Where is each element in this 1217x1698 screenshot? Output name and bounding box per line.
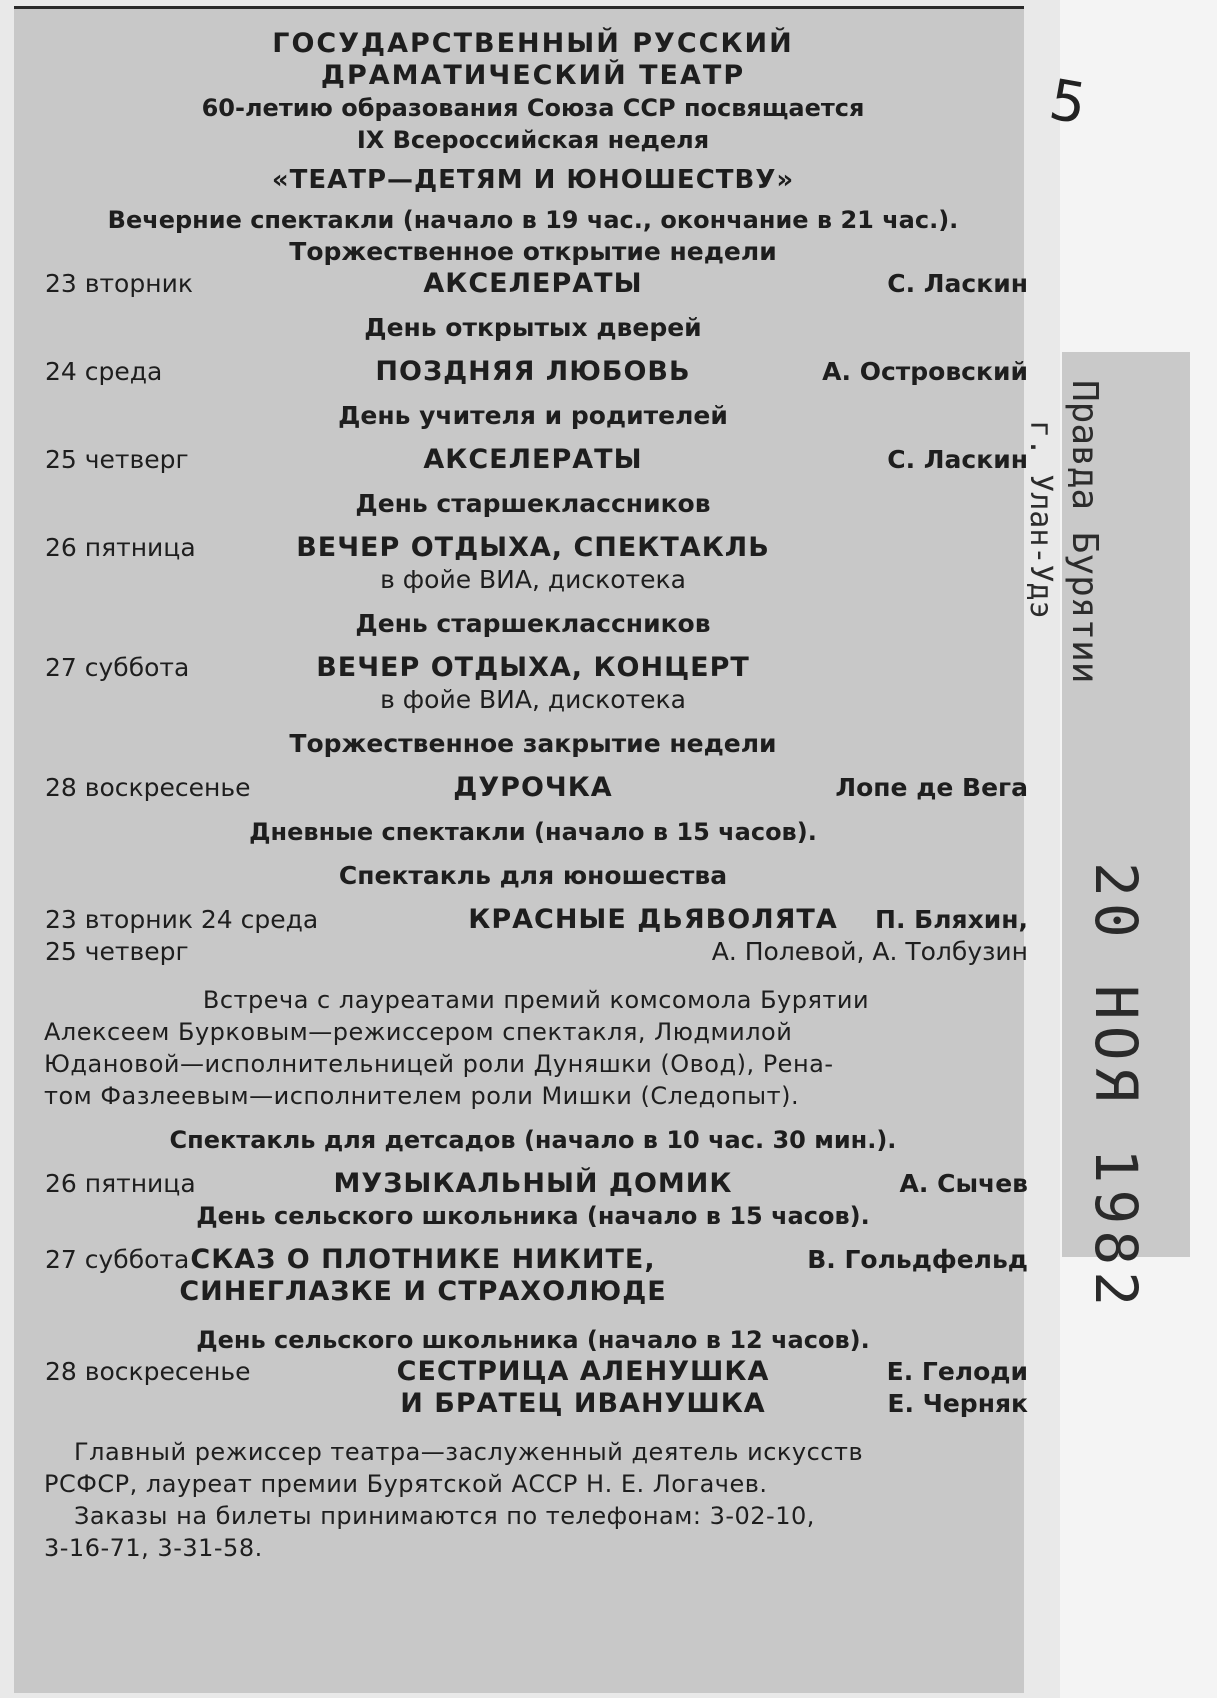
event-title: АКСЕЛЕРАТЫ [423, 444, 643, 475]
event-author: А. Сычев [899, 1169, 1028, 1198]
event-title: ДУРОЧКА [453, 772, 613, 803]
event-title: МУЗЫКАЛЬНЫЙ ДОМИК [333, 1168, 733, 1199]
event-subtitle: в фойе ВИА, дискотека [380, 685, 686, 714]
event-day: 26 пятница [45, 533, 196, 562]
event-subtitle: в фойе ВИА, дискотека [380, 565, 686, 594]
event-author: В. Гольдфельд [807, 1245, 1028, 1274]
event-day: 28 воскресенье [45, 1357, 251, 1386]
event-title: КРАСНЫЕ ДЬЯВОЛЯТА [468, 904, 838, 935]
dedication: 60-летию образования Союза ССР посвящается [201, 94, 865, 122]
source-newspaper: Правда Бурятии [1064, 380, 1105, 684]
event-day: 26 пятница [45, 1169, 196, 1198]
week-title: «ТЕАТР—ДЕТЯМ И ЮНОШЕСТВУ» [271, 165, 795, 195]
occasion: Торжественное открытие недели [289, 237, 777, 266]
event-row [38, 1244, 1028, 1276]
source-city: г. Улан-Удэ [1023, 420, 1058, 619]
event-author: А. Полевой, А. Толбузин [711, 937, 1028, 966]
event-row [38, 652, 1028, 684]
event-title: СИНЕГЛАЗКЕ И СТРАХОЛЮДЕ [179, 1276, 667, 1307]
event-row [38, 444, 1028, 476]
theatre-name-line2: ДРАМАТИЧЕСКИЙ ТЕАТР [320, 60, 746, 91]
event-day: 25 четверг [45, 445, 189, 474]
event-author: А. Островский [822, 357, 1028, 386]
event-title: АКСЕЛЕРАТЫ [423, 268, 643, 299]
handwritten-mark: 5 [1044, 67, 1092, 138]
occasion: Торжественное закрытие недели [289, 729, 777, 758]
kids-heading: Спектакль для детсадов (начало в 10 час. 30 мин.). [169, 1126, 897, 1154]
event-author: Е. Гелоди [886, 1357, 1028, 1386]
event-row [38, 1356, 1028, 1388]
rural-heading: День сельского школьника (начало в 12 часов). [196, 1326, 870, 1354]
event-row [38, 904, 1028, 936]
meeting-line: Встреча с лауреатами премий комсомола Бурятии [202, 986, 870, 1014]
event-row [38, 772, 1028, 804]
event-row [38, 356, 1028, 388]
event-day: 23 вторник 24 среда [45, 905, 319, 934]
occasion: День учителя и родителей [338, 401, 728, 430]
event-author: П. Бляхин, [875, 905, 1028, 934]
announcement [38, 28, 1028, 1564]
footer-line: Главный режиссер театра—заслуженный деятель искусств [74, 1438, 864, 1466]
meeting-line: том Фазлеевым—исполнителем роли Мишки (Следопыт). [44, 1082, 800, 1110]
event-title: СКАЗ О ПЛОТНИКЕ НИКИТЕ, [190, 1244, 656, 1275]
evening-heading: Вечерние спектакли (начало в 19 час., окончание в 21 час.). [107, 206, 959, 234]
event-day: 27 суббота [45, 653, 190, 682]
meeting-line: Алексеем Бурковым—режиссером спектакля, Людмилой [44, 1018, 793, 1046]
occasion: День старшеклассников [355, 489, 711, 518]
event-title: И БРАТЕЦ ИВАНУШКА [400, 1388, 766, 1419]
youth-heading: Спектакль для юношества [338, 861, 728, 890]
event-row [38, 1168, 1028, 1200]
event-day: 28 воскресенье [45, 773, 251, 802]
theatre-name-line1: ГОСУДАРСТВЕННЫЙ РУССКИЙ [272, 28, 794, 59]
event-day: 24 среда [45, 357, 163, 386]
week-number: IX Всероссийская неделя [356, 126, 710, 154]
event-day: 27 суббота [45, 1245, 190, 1274]
occasion: День открытых дверей [364, 313, 702, 342]
event-row [38, 1388, 1028, 1420]
event-row [38, 936, 1028, 968]
date-stamp: 20 НОЯ 1982 [1082, 862, 1150, 1313]
event-row [38, 1276, 1028, 1308]
footer-line: 3-16-71, 3-31-58. [44, 1534, 263, 1562]
occasion: День старшеклассников [355, 609, 711, 638]
event-title: ВЕЧЕР ОТДЫХА, КОНЦЕРТ [316, 652, 750, 683]
event-row [38, 268, 1028, 300]
event-author: С. Ласкин [887, 269, 1028, 298]
event-day: 23 вторник [45, 269, 193, 298]
event-author: Е. Черняк [887, 1389, 1028, 1418]
event-author: С. Ласкин [887, 445, 1028, 474]
event-author: Лопе де Вега [835, 773, 1028, 802]
event-title: ПОЗДНЯЯ ЛЮБОВЬ [375, 356, 691, 387]
event-title: ВЕЧЕР ОТДЫХА, СПЕКТАКЛЬ [296, 532, 770, 563]
footer-line: РСФСР, лауреат премии Бурятской АССР Н. Е. Логачев. [44, 1470, 768, 1498]
rural-heading: День сельского школьника (начало в 15 часов). [196, 1202, 870, 1230]
event-title: СЕСТРИЦА АЛЕНУШКА [396, 1356, 770, 1387]
meeting-line: Юдановой—исполнительницей роли Дуняшки (Овод), Рена- [44, 1050, 834, 1078]
event-row [38, 532, 1028, 564]
source-stamp [1018, 380, 1106, 683]
footer-line: Заказы на билеты принимаются по телефонам: 3-02-10, [74, 1502, 815, 1530]
daytime-heading: Дневные спектакли (начало в 15 часов). [249, 818, 817, 846]
event-day: 25 четверг [45, 937, 189, 966]
